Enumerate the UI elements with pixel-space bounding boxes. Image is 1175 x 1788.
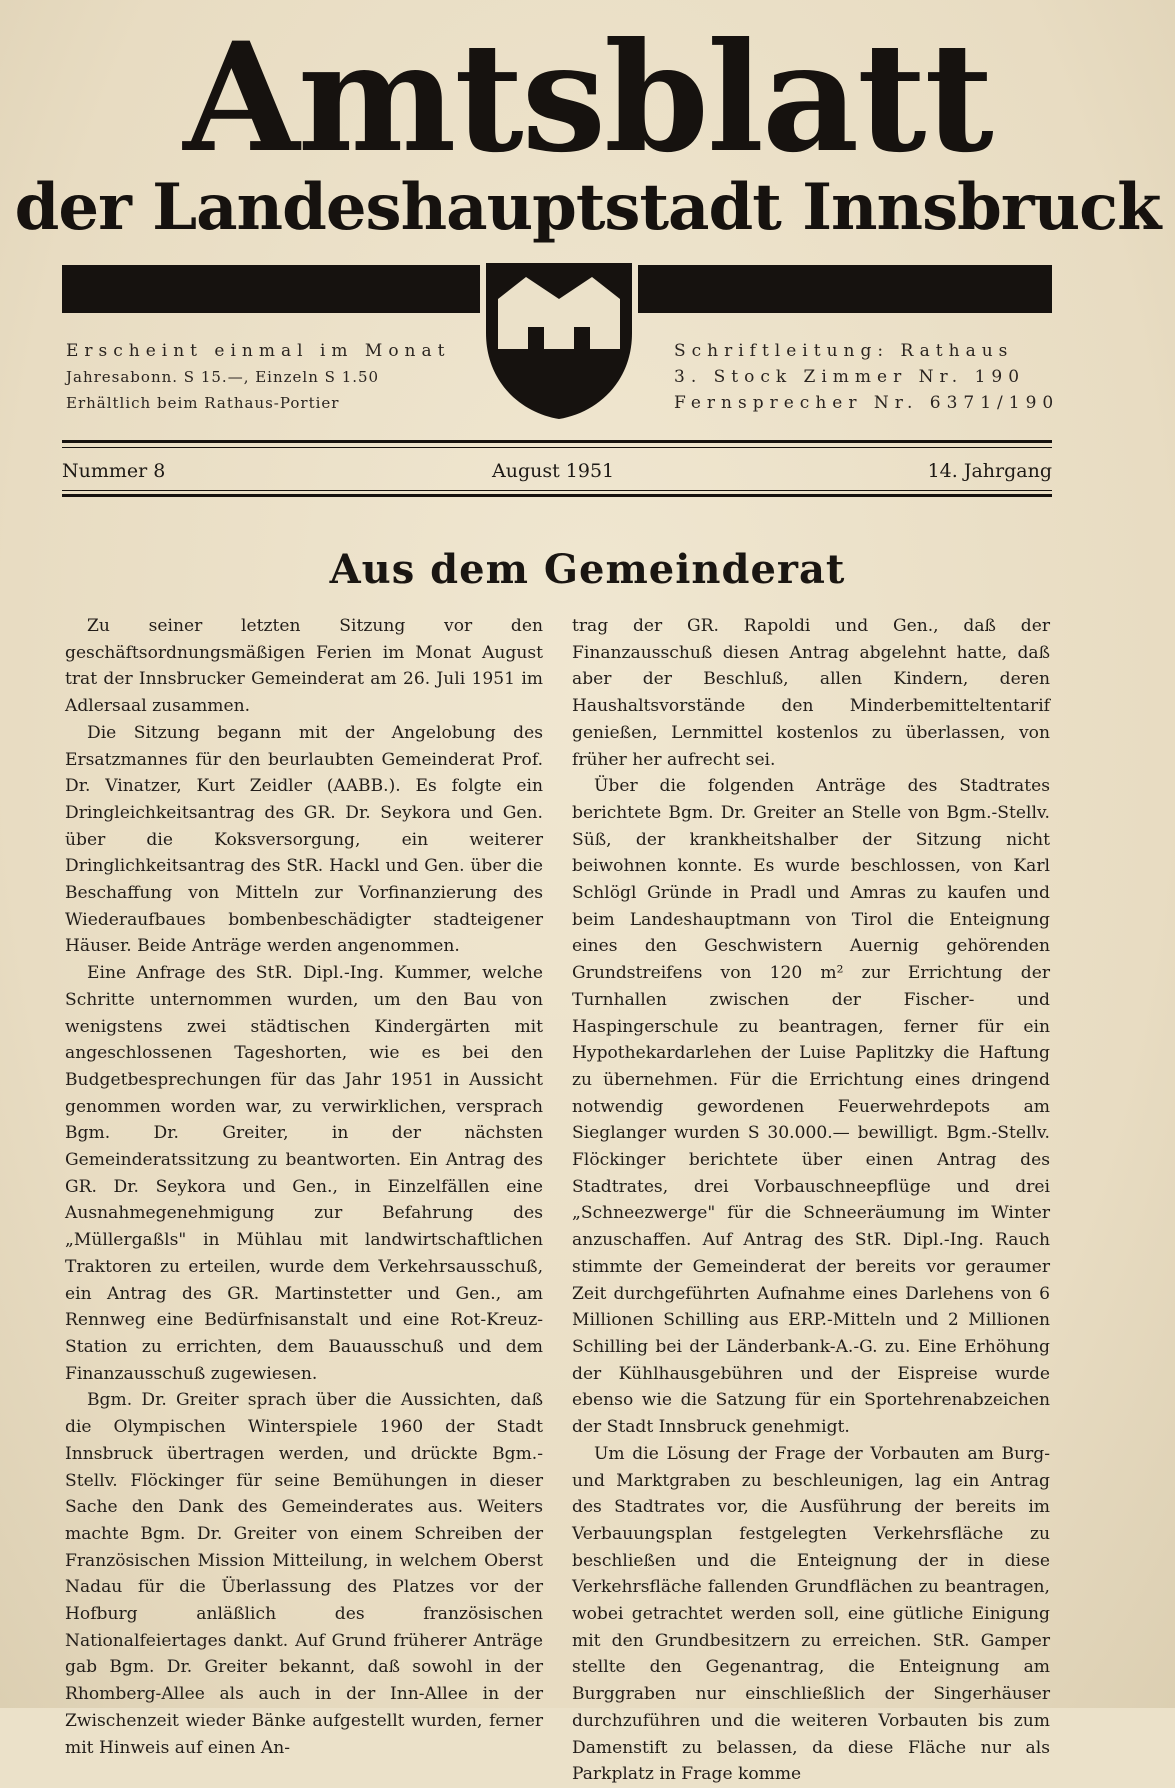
- info-line: Erhältlich beim Rathaus-Portier: [66, 394, 340, 412]
- masthead-bar-right: [638, 265, 1052, 313]
- issue-volume: 14. Jahrgang: [927, 460, 1052, 482]
- article-column-right: [572, 613, 1050, 1785]
- paragraph: Eine Anfrage des StR. Dipl.-Ing. Kummer, welche Schritte unternommen wurden, um den Bau von wenigstens zwei städtischen Kindergärten mit angeschlossenen Tageshorten, wie es bei den Budgetbesprechungen für das Jahr 1951 in Aussicht genommen worden war, zu verwirklichen, versprach Bgm. Dr. Greiter, in der nächsten Gemeinderatssitzung zu beantworten. Ein Antrag des GR. Dr. Seykora und Gen., in Einzelfällen eine Ausnahmegenehmigung zur Befahrung des „Müllergaßls" in Mühlau mit landwirtschaftlichen Traktoren zu erteilen, wurde dem Verkehrsausschuß, ein Antrag des GR. Martinstetter und Gen., am Rennweg eine Bedürfnisanstalt und eine Rot-Kreuz-Station zu errichten, dem Bauausschuß und dem Finanzausschuß zugewiesen.: [65, 963, 543, 1384]
- issue-number: Nummer 8: [62, 460, 166, 482]
- rule-top-thin: [62, 447, 1052, 448]
- article-column-left: [65, 613, 543, 1758]
- paragraph: Über die folgenden Anträge des Stadtrates berichtete Bgm. Dr. Greiter an Stelle von Bgm.-Stellv. Süß, der krankheitshalber der Sitzung nicht beiwohnen konnte. Es wurde beschlossen, von Karl Schlögl Gründe in Pradl und Amras zu kaufen und beim Landeshauptmann von Tirol die Enteignung eines den Geschwistern Auernig gehörenden Grundstreifens von 120 m² zur Errichtung der Turnhallen zwischen der Fischer- und Haspingerschule zu beantragen, ferner für ein Hypothekardarlehen der Luise Paplitzky die Haftung zu übernehmen. Für die Errichtung eines dringend notwendig gewordenen Feuerwehrdepots am Sieglanger wurden S 30.000.— bewilligt. Bgm.-Stellv. Flöckinger berichtete über einen Antrag des Stadtrates, drei Vorbauschneepflüge und drei „Schneezwerge" für die Schneeräumung im Winter anzuschaffen. Auf Antrag des StR. Dipl.-Ing. Rauch stimmte der Gemeinderat der bereits vor geraumer Zeit durchgeführten Aufnahme eines Darlehens von 6 Millionen Schilling aus ERP.-Mitteln und 2 Millionen Schilling bei der Länderbank-A.-G. zu. Eine Erhöhung der Kühlhausgebühren und der Eispreise wurde ebenso wie die Satzung für ein Sportehrenabzeichen der Stadt Innsbruck genehmigt.: [572, 776, 1050, 1438]
- rule-top: [62, 440, 1052, 443]
- masthead-subtitle: der Landeshauptstadt Innsbruck: [14, 170, 1161, 245]
- city-crest-icon: [486, 263, 632, 419]
- info-line: Erscheint einmal im Monat: [66, 341, 451, 361]
- info-line: Jahresabonn. S 15.—, Einzeln S 1.50: [66, 368, 380, 386]
- paragraph: Um die Lösung der Frage der Vorbauten am Burg- und Marktgraben zu beschleunigen, lag ein Antrag des Stadtrates vor, die Ausführung der bereits im Verbauungsplan festgelegten Verkehrsfläche zu beschließen und die Enteignung der in diese Verkehrsfläche fallenden Grundflächen zu beantragen, wobei getrachtet werden soll, eine gütliche Einigung mit den Grundbesitzern zu erreichen. StR. Gamper stellte den Gegenantrag, die Enteignung am Burggraben nur einschließlich der Singerhäuser durchzuführen und die weiteren Vorbauten bis zum Damenstift zu belassen, da diese Fläche nur als Parkplatz in Frage komme: [572, 1443, 1050, 1785]
- masthead-bar-left: [62, 265, 480, 313]
- info-line: Schriftleitung: Rathaus: [674, 341, 1014, 361]
- paragraph: Bgm. Dr. Greiter sprach über die Aussichten, daß die Olympischen Winterspiele 1960 der Stadt Innsbruck übertragen werden, und drückte Bgm.-Stellv. Flöckinger für seine Bemühungen in dieser Sache den Dank des Gemeinderates aus. Weiters machte Bgm. Dr. Greiter von einem Schreiben der Französischen Mission Mitteilung, in welchem Oberst Nadau für die Überlassung des Platzes vor der Hofburg anläßlich des französischen Nationalfeiertages dankt. Auf Grund früherer Anträge gab Bgm. Dr. Greiter bekannt, daß sowohl in der Rhomberg-Allee als auch in der Inn-Allee in der Zwischenzeit wieder Bänke aufgestellt wurden, ferner mit Hinweis auf einen An-: [65, 1390, 543, 1758]
- rule-bottom: [62, 494, 1052, 497]
- editorial-info: [674, 338, 1074, 416]
- article-headline: Aus dem Gemeinderat: [329, 546, 846, 593]
- issue-date: August 1951: [492, 460, 615, 482]
- masthead-title: Amtsblatt: [183, 10, 992, 186]
- paragraph: Die Sitzung begann mit der Angelobung des Ersatzmannes für den beurlaubten Gemeinderat Prof. Dr. Vinatzer, Kurt Zeidler (AABB.). Es folgte ein Dringleichkeitsantrag des GR. Dr. Seykora und Gen. über die Koksversorgung, ein weiterer Dringlichkeitsantrag des StR. Hackl und Gen. über die Beschaffung von Mitteln zur Vorfinanzierung des Wiederaufbaues bombenbeschädigter stadteigener Häuser. Beide Anträge werden angenommen.: [65, 722, 543, 957]
- issue-row: [62, 453, 1052, 489]
- paragraph: Zu seiner letzten Sitzung vor den geschäftsordnungsmäßigen Ferien im Monat August trat der Innsbrucker Gemeinderat am 26. Juli 1951 im Adlersaal zusammen.: [65, 616, 543, 717]
- rule-bottom-thin: [62, 490, 1052, 491]
- subscription-info: [66, 338, 476, 416]
- info-line: 3. Stock Zimmer Nr. 190: [674, 367, 1026, 387]
- info-line: Fernsprecher Nr. 6371/190: [674, 393, 1060, 413]
- paragraph: trag der GR. Rapoldi und Gen., daß der Finanzausschuß diesen Antrag abgelehnt hatte, daß aber der Beschluß, allen Kindern, deren Haushaltsvorstände den Minderbemitteltentarif genießen, Lernmittel kostenlos zu überlassen, von früher her aufrecht sei.: [572, 616, 1050, 770]
